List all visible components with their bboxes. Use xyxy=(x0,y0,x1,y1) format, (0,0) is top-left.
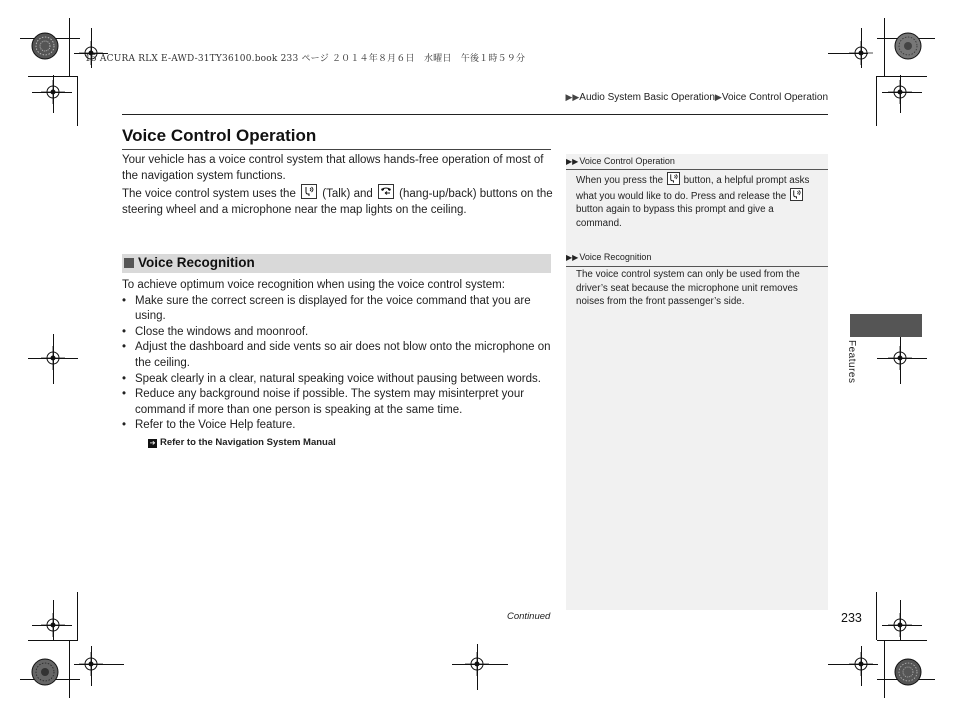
chapter-tab-label: Features xyxy=(846,340,857,384)
crop-line xyxy=(877,76,927,77)
note-text-part: button, a helpful prompt asks what you would like to do. Press and release the xyxy=(576,175,810,202)
list-item: • Speak clearly in a clear, natural speaking voice without pausing between words. xyxy=(122,372,554,388)
intro-paragraph-2 xyxy=(122,184,554,218)
note-arrow-icon: ▶▶ xyxy=(566,253,579,262)
breadcrumb-arrow-icon: ▶▶ xyxy=(565,92,580,102)
list-item: • Close the windows and moonroof. xyxy=(122,325,554,341)
breadcrumb-item-voice-control[interactable]: Voice Control Operation xyxy=(721,92,828,103)
note-heading xyxy=(566,156,828,166)
reference-arrow-icon: ➔ xyxy=(149,439,156,447)
registration-target-icon xyxy=(41,346,65,370)
crop-line xyxy=(77,592,78,640)
list-item: • Reduce any background noise if possible. The system may misinterpret your command if more than one person is speaking at the same time. xyxy=(122,387,554,418)
page-title: Voice Control Operation xyxy=(122,126,317,145)
registration-target-icon xyxy=(888,346,912,370)
reference-link-text: Refer to the Navigation System Manual xyxy=(160,436,336,448)
crop-line xyxy=(28,640,78,641)
registration-target-icon xyxy=(849,41,873,65)
talk-button-icon xyxy=(790,188,803,201)
hang-up-back-button-icon xyxy=(378,184,394,199)
intro-text-part: (hang-up/back) buttons on the steering wheel and a microphone near the map lights on the ceiling. xyxy=(122,188,553,216)
crop-line xyxy=(884,18,885,76)
note-body: The voice control system can only be used from the driver’s seat because the microphone unit removes noises from the front passenger’s side. xyxy=(576,269,800,308)
list-item: • Adjust the dashboard and side vents so air does not blow onto the microphone on the ceiling. xyxy=(122,340,554,371)
color-rosette-icon xyxy=(31,32,59,60)
color-rosette-icon xyxy=(894,658,922,686)
registration-target-icon xyxy=(888,613,912,637)
crop-line xyxy=(69,640,70,698)
registration-target-icon xyxy=(888,80,912,104)
crop-line xyxy=(877,640,927,641)
section-lead: To achieve optimum voice recognition when using the voice control system: xyxy=(122,279,505,291)
section-square-icon xyxy=(124,258,134,268)
note-title: Voice Control Operation xyxy=(579,156,675,166)
note-arrow-icon: ▶▶ xyxy=(566,157,579,166)
section-body xyxy=(122,278,554,451)
continued-label: Continued xyxy=(507,611,551,622)
registration-target-icon xyxy=(41,613,65,637)
crop-line xyxy=(884,640,885,698)
chapter-tab[interactable] xyxy=(850,314,922,337)
crop-line xyxy=(876,592,877,640)
title-rule xyxy=(122,149,551,150)
registration-target-icon xyxy=(465,652,489,676)
registration-target-icon xyxy=(79,652,103,676)
talk-button-icon xyxy=(667,172,680,185)
section-header xyxy=(122,254,551,273)
talk-button-icon xyxy=(301,184,317,199)
breadcrumb-item-audio-system[interactable]: Audio System Basic Operation xyxy=(579,92,715,103)
color-rosette-icon xyxy=(894,32,922,60)
section-title: Voice Recognition xyxy=(138,255,255,270)
note-text-part: button again to bypass this prompt and give a command. xyxy=(576,204,774,229)
breadcrumb-arrow-icon: ▶ xyxy=(714,92,722,102)
registration-target-icon xyxy=(41,80,65,104)
note-heading xyxy=(566,252,828,262)
note-title: Voice Recognition xyxy=(579,252,652,262)
bullet-list xyxy=(122,294,554,434)
intro-text-part: (Talk) and xyxy=(322,188,373,201)
header-rule xyxy=(122,114,828,115)
note-rule xyxy=(566,169,828,170)
sidebar-notes xyxy=(566,154,828,610)
print-header: 15 ACURA RLX E-AWD-31TY36100.book 233 ページ ２０１４年８月６日 水曜日 午後１時５９分 xyxy=(85,54,526,64)
crop-line xyxy=(876,76,877,126)
registration-target-icon xyxy=(849,652,873,676)
color-rosette-icon xyxy=(31,658,59,686)
page-number: 233 xyxy=(841,611,862,625)
note-rule xyxy=(566,266,828,267)
intro-paragraph-1: Your vehicle has a voice control system that allows hands-free operation of most of the navigation system functions. xyxy=(122,154,544,182)
reference-link[interactable] xyxy=(122,435,554,451)
crop-line xyxy=(69,18,70,76)
list-item: • Refer to the Voice Help feature. xyxy=(122,418,554,434)
breadcrumb xyxy=(565,92,828,103)
list-item: • Make sure the correct screen is displayed for the voice command that you are using. xyxy=(122,294,554,325)
intro-text xyxy=(122,153,554,218)
intro-text-part: The voice control system uses the xyxy=(122,188,296,201)
crop-line xyxy=(77,76,78,126)
note-text-part: When you press the xyxy=(576,175,664,186)
note-body xyxy=(576,172,820,230)
